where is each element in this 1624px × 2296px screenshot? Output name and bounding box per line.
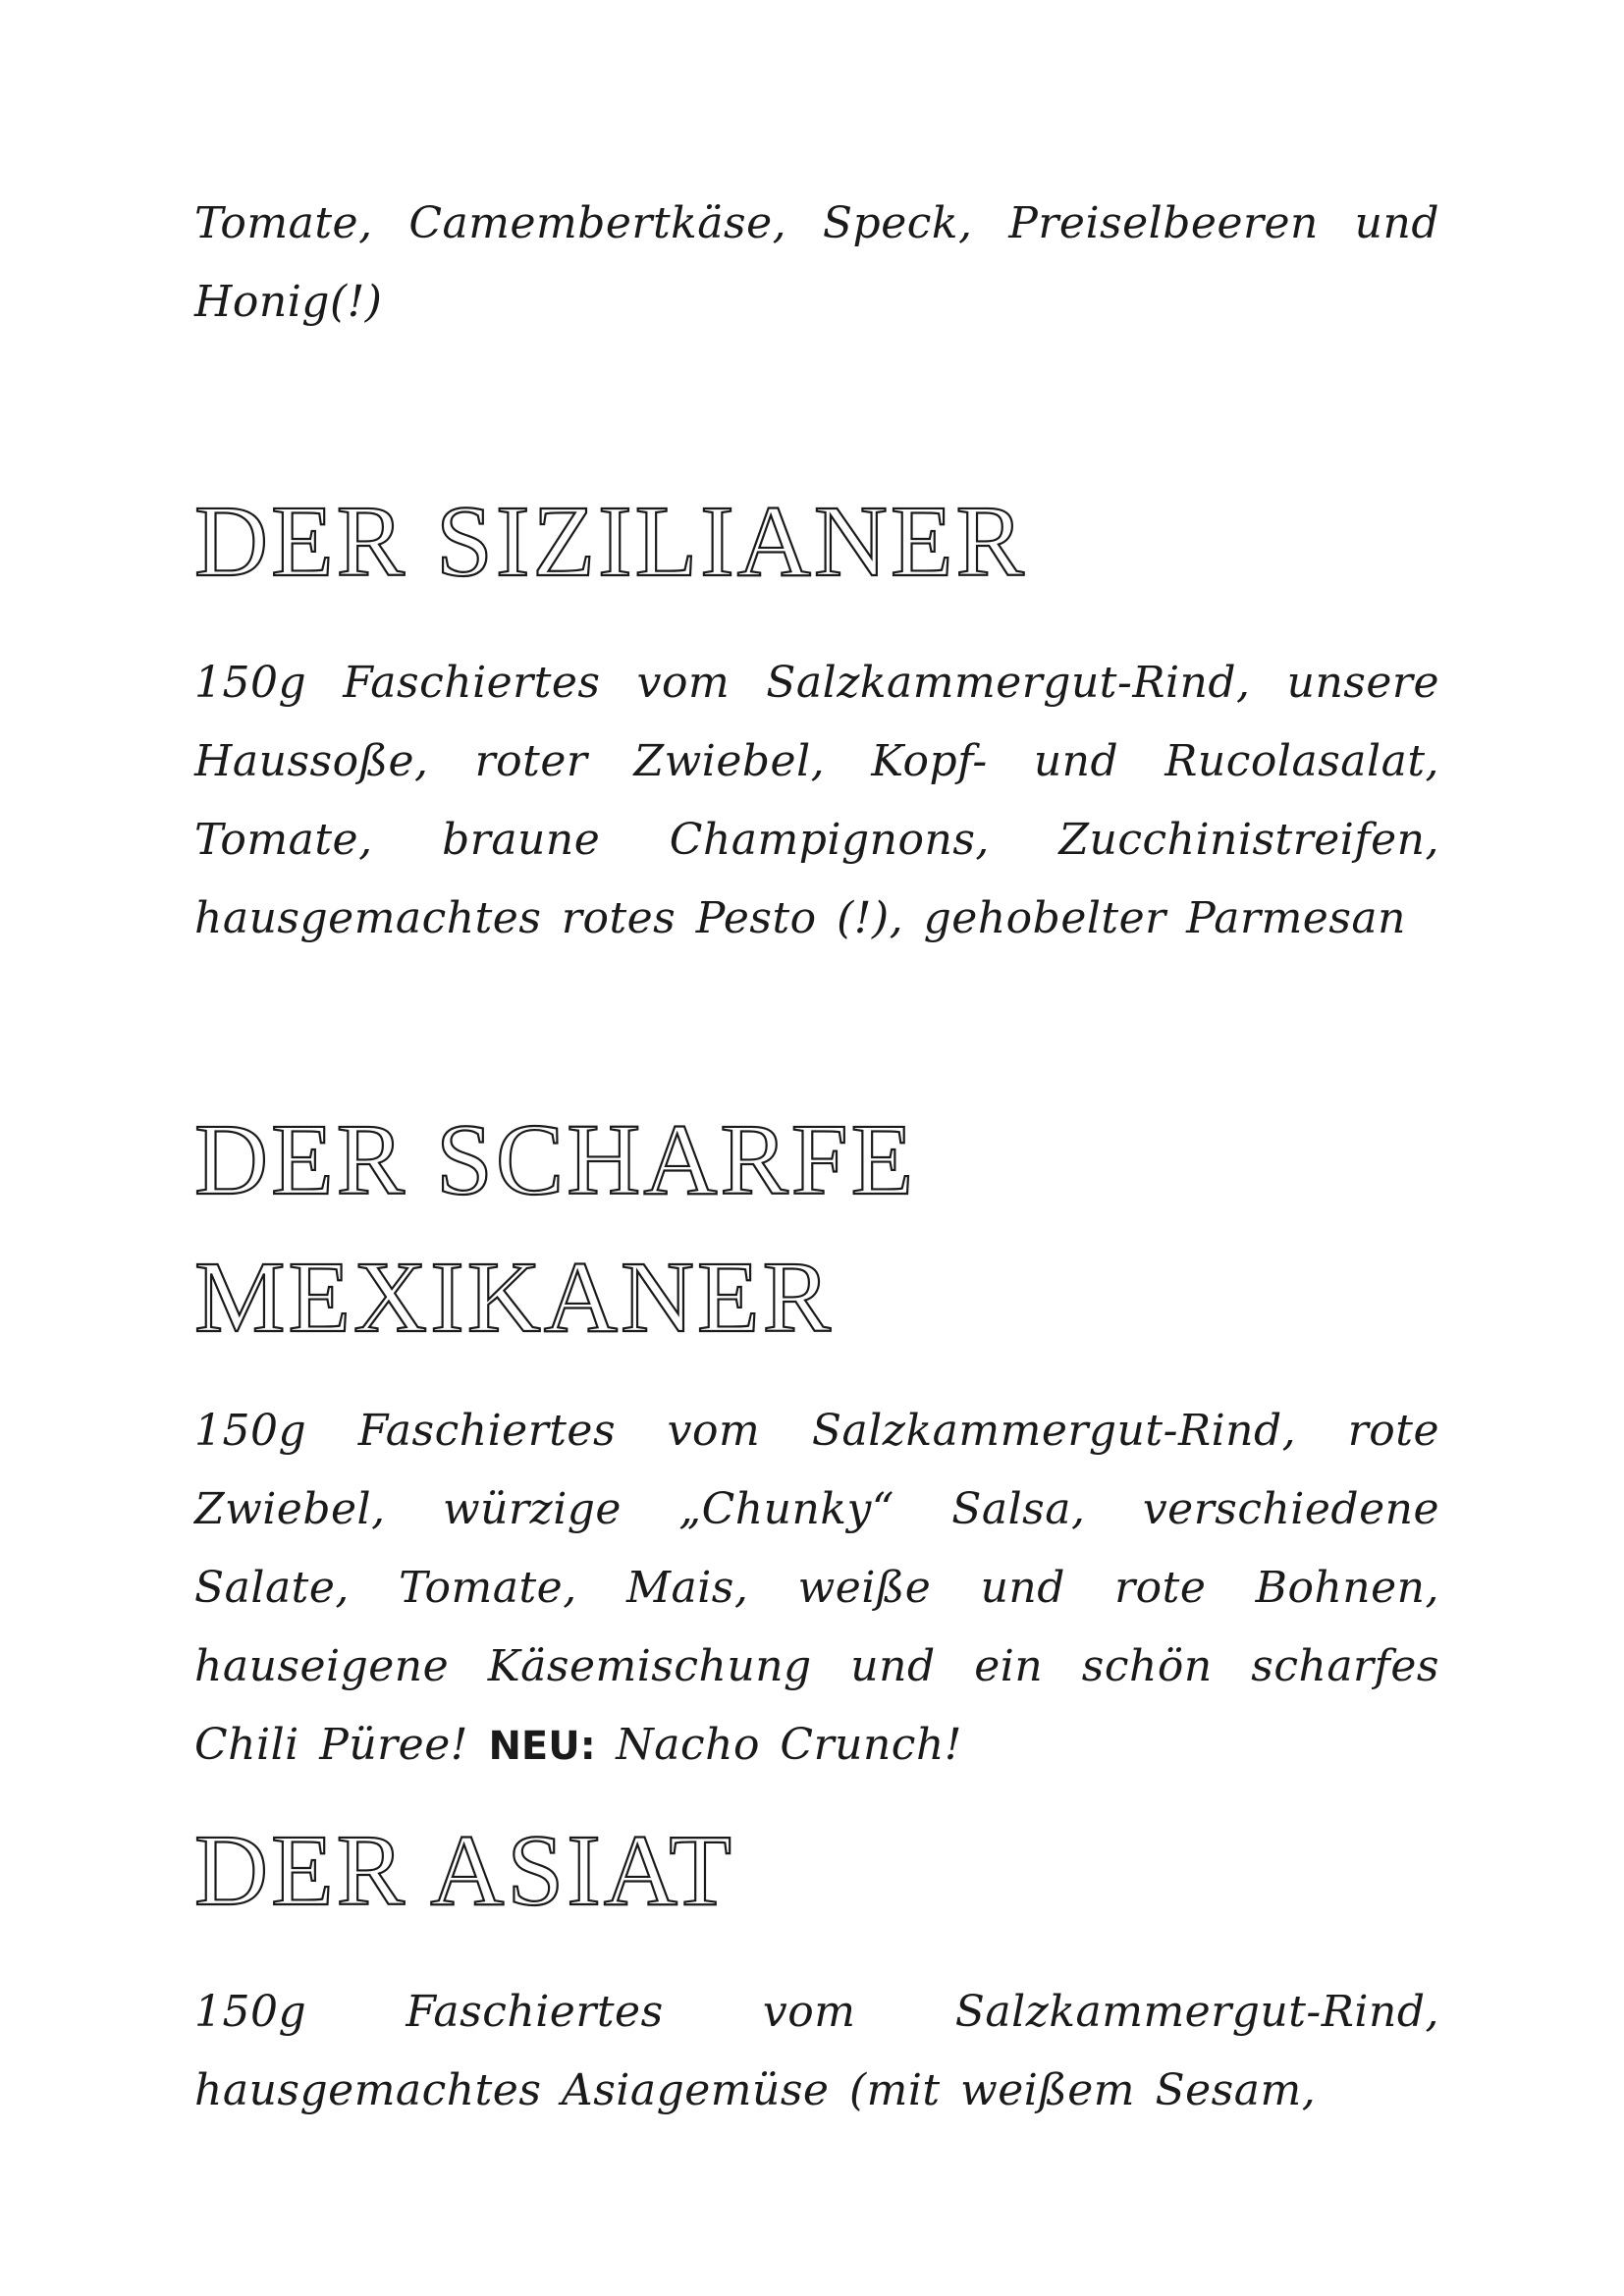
- new-item-text: Nacho Crunch!: [616, 1720, 962, 1770]
- heading-mexikaner: [194, 1092, 916, 1366]
- heading-sizilianer: DER SIZILIANER: [194, 485, 1027, 598]
- description-mexikaner: [194, 1392, 1439, 1786]
- intro-paragraph: Tomate, Camembertkäse, Speck, Preiselbeeren und Honig(!): [194, 198, 1439, 327]
- new-badge: NEU:: [488, 1724, 596, 1769]
- description-sizilianer: 150g Faschiertes vom Salzkammergut-Rind, unsere Haussoße, roter Zwiebel, Kopf- und Rucolasalat, Tomate, braune Champignons, Zucchinistreifen, hausgemachtes rotes Pesto (!), gehobelter Parmesan: [194, 658, 1439, 943]
- description-asiat: 150g Faschiertes vom Salzkammergut-Rind, hausgemachtes Asiagemüse (mit weißem Sesam,: [194, 1987, 1439, 2115]
- heading-mexikaner-line1: DER SCHARFE: [194, 1103, 917, 1216]
- description-mexikaner-text: 150g Faschiertes vom Salzkammergut-Rind, rote Zwiebel, würzige „Chunky“ Salsa, verschiedene Salate, Tomate, Mais, weiße und rote Bohnen, hauseigene Käsemischung und ein schön scharfes Chili Püree!: [194, 1406, 1439, 1770]
- heading-mexikaner-line2: MEXIKANER: [194, 1241, 834, 1354]
- heading-asiat: DER ASIAT: [194, 1814, 734, 1927]
